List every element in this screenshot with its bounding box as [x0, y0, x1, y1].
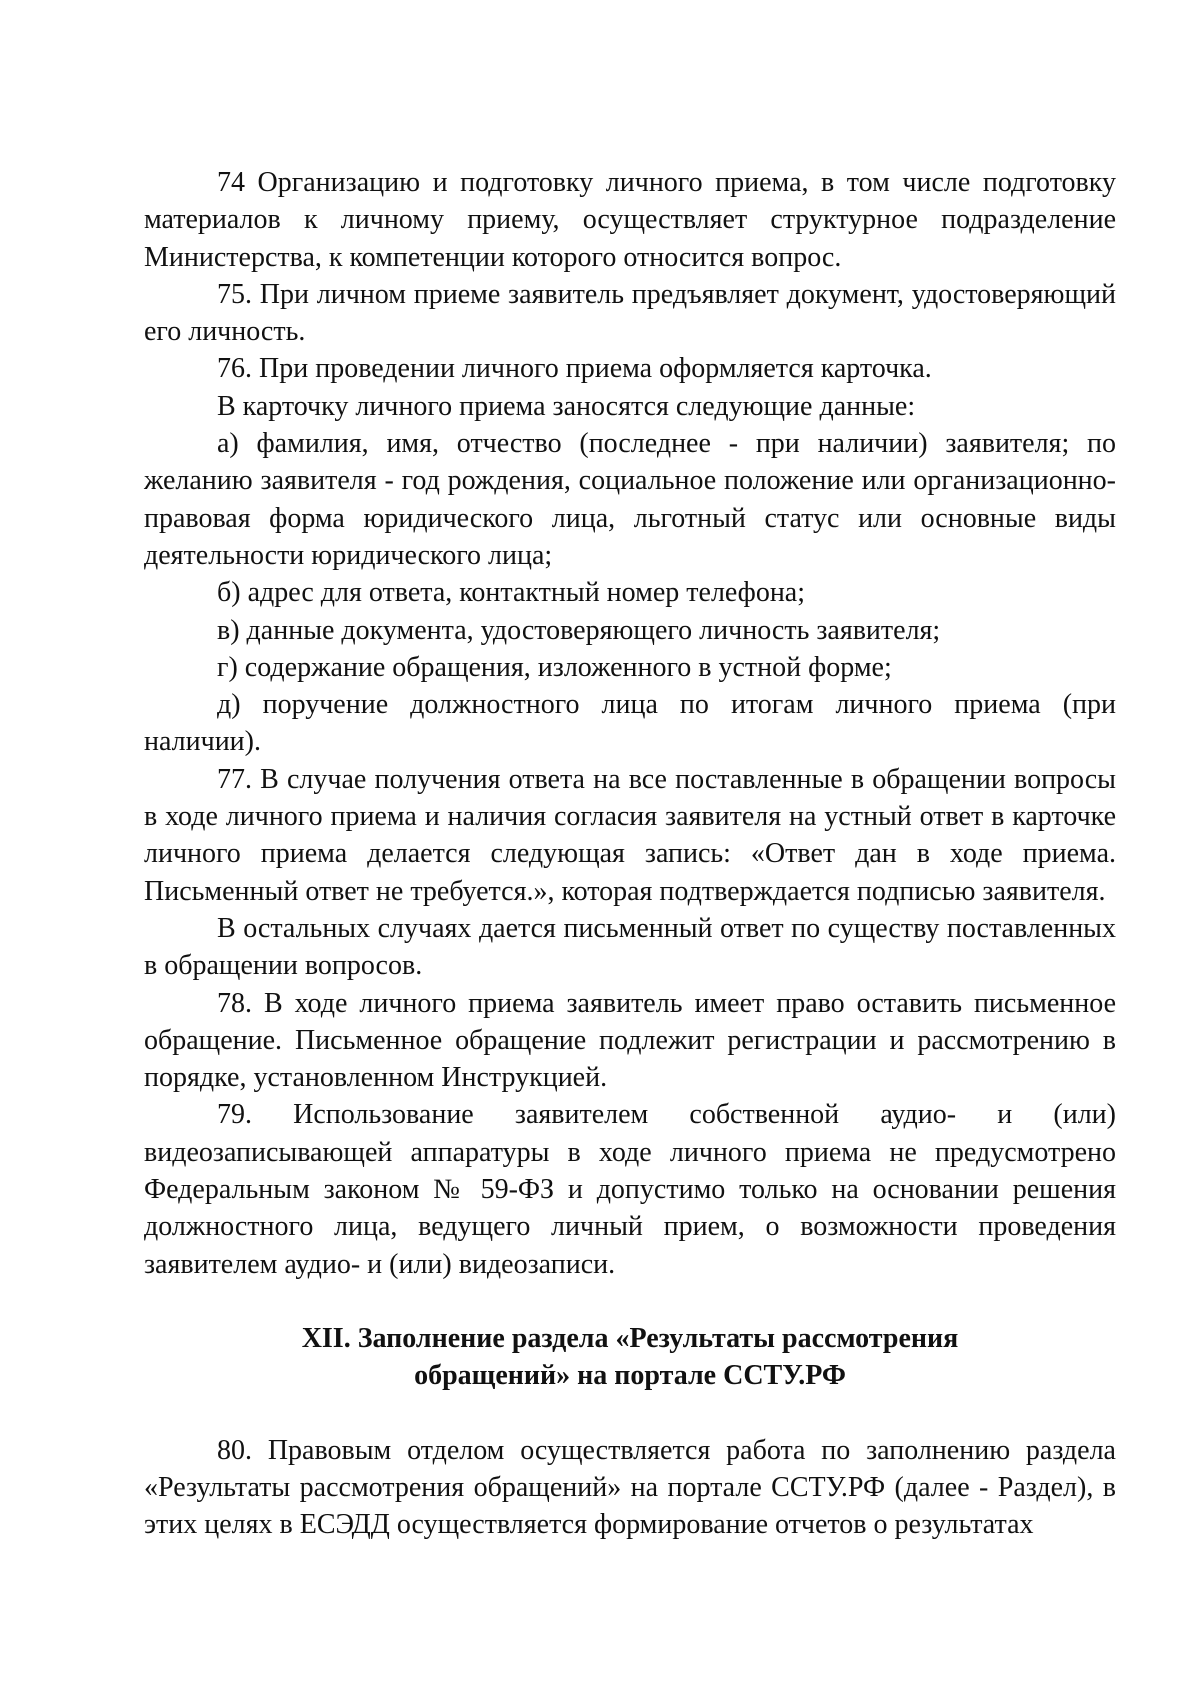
paragraph-other-cases: В остальных случаях дается письменный ответ по существу поставленных в обращении вопросов. [144, 912, 1116, 982]
section-heading [144, 1283, 1116, 1432]
paragraph-item-d: д) поручение должностного лица по итогам личного приема (при наличии). [144, 689, 1116, 758]
paragraph-item-a: а) фамилия, имя, отчество (последнее - при наличии) заявителя; по желанию заявителя - год рождения, социальное положение или организационно-правовая форма юридического лица, льготный статус или основные виды деятельности юридического лица; [144, 428, 1116, 571]
paragraph-78: 78. В ходе личного приема заявитель имеет право оставить письменное обращение. Письменное обращение подлежит регистрации и рассмотрению в порядке, установленном Инструкцией. [144, 987, 1116, 1094]
paragraph-75: 75. При личном приеме заявитель предъявляет документ, удостоверяющий его личность. [144, 278, 1116, 348]
paragraph-item-b: б) адрес для ответа, контактный номер телефона; [217, 577, 806, 609]
paragraph-79: 79. Использование заявителем собственной аудио- и (или) видеозаписывающей аппаратуры в ходе личного приема не предусмотрено Федеральным законом № 59-ФЗ и допустимо только на основании решения должностного лица, ведущего личный прием, о возможности проведения заявителем аудио- и (или) видеозаписи. [144, 1099, 1116, 1280]
section-heading-line-2: обращений» на портале ССТУ.РФ [414, 1360, 846, 1392]
paragraph-80: 80. Правовым отделом осуществляется работа по заполнению раздела «Результаты рассмотрения обращений» на портале ССТУ.РФ (далее - Раздел), в этих целях в ЕСЭДД осуществляется формирование отчетов о результатах [144, 1434, 1116, 1541]
document-page [144, 164, 1116, 1543]
paragraph-item-g: г) содержание обращения, изложенного в устной форме; [217, 651, 892, 683]
paragraph-item-v: в) данные документа, удостоверяющего личность заявителя; [217, 614, 941, 646]
section-heading-line-1: XII. Заполнение раздела «Результаты рассмотрения [301, 1322, 959, 1354]
paragraph-74: 74 Организацию и подготовку личного приема, в том числе подготовку материалов к личному приему, осуществляет структурное подразделение Министерства, к компетенции которого относится вопрос. [144, 167, 1116, 273]
paragraph-card-intro: В карточку личного приема заносятся следующие данные: [217, 390, 916, 422]
paragraph-76: 76. При проведении личного приема оформляется карточка. [217, 353, 932, 385]
paragraph-77: 77. В случае получения ответа на все поставленные в обращении вопросы в ходе личного приема и наличия согласия заявителя на устный ответ в карточке личного приема делается следующая запись: «Ответ дан в ходе приема. Письменный ответ не требуется.», которая подтверждается подписью заявителя. [144, 763, 1116, 907]
